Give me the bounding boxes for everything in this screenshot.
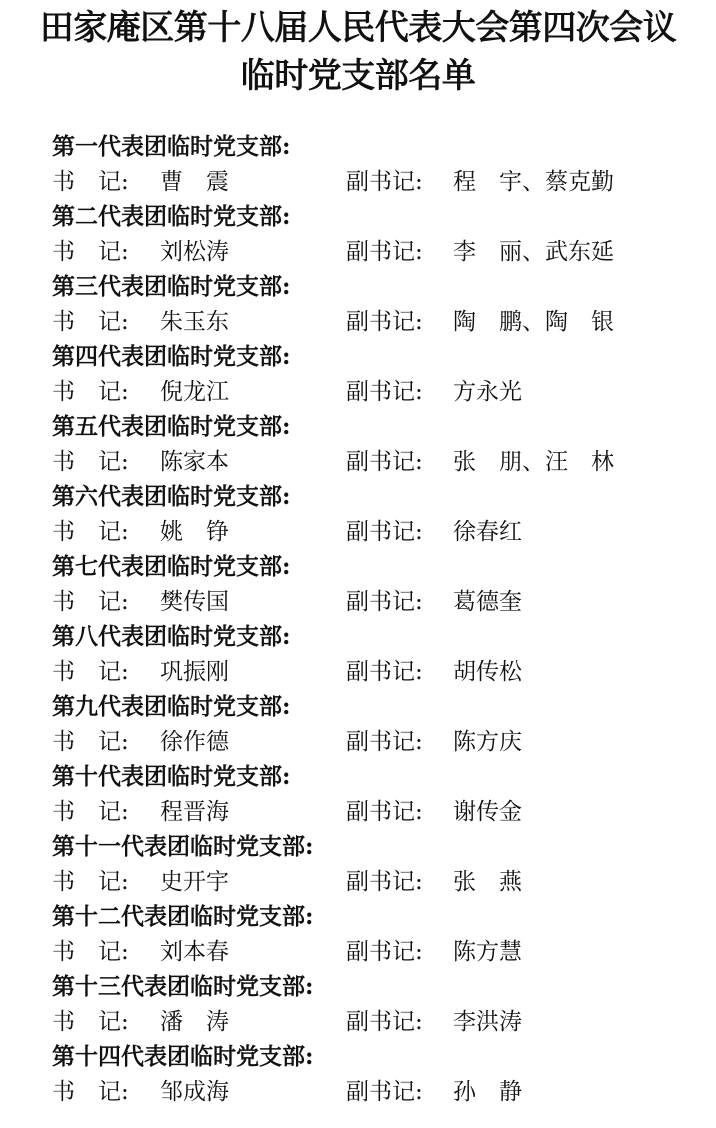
branch-heading: 第十代表团临时党支部: bbox=[52, 763, 291, 790]
secretary-name: 巩振刚 bbox=[160, 659, 229, 685]
deputy-secretary-label: 副书记: bbox=[346, 939, 423, 965]
deputy-secretary-label: 副书记: bbox=[346, 239, 423, 265]
secretary-label: 书 记: bbox=[52, 309, 129, 335]
branch-heading: 第六代表团临时党支部: bbox=[52, 483, 291, 510]
deputy-secretary-names: 张 燕 bbox=[453, 869, 522, 895]
secretary-label: 书 记: bbox=[52, 379, 129, 405]
branch-group bbox=[0, 270, 716, 340]
branch-heading: 第五代表团临时党支部: bbox=[52, 413, 291, 440]
deputy-secretary-names: 陶 鹏、陶 银 bbox=[453, 309, 614, 335]
secretary-name: 邹成海 bbox=[160, 1079, 229, 1105]
deputy-secretary-label: 副书记: bbox=[346, 659, 423, 685]
secretary-name: 樊传国 bbox=[160, 589, 229, 615]
deputy-secretary-label: 副书记: bbox=[346, 1079, 423, 1105]
branch-group bbox=[0, 760, 716, 830]
branch-heading: 第十二代表团临时党支部: bbox=[52, 903, 314, 930]
deputy-secretary-label: 副书记: bbox=[346, 169, 423, 195]
officer-row bbox=[0, 935, 716, 969]
deputy-secretary-label: 副书记: bbox=[346, 799, 423, 825]
branch-heading: 第十一代表团临时党支部: bbox=[52, 833, 314, 860]
branch-group bbox=[0, 130, 716, 200]
branch-group bbox=[0, 410, 716, 480]
branch-heading: 第四代表团临时党支部: bbox=[52, 343, 291, 370]
deputy-secretary-label: 副书记: bbox=[346, 589, 423, 615]
secretary-label: 书 记: bbox=[52, 519, 129, 545]
officer-row bbox=[0, 865, 716, 899]
deputy-secretary-names: 陈方庆 bbox=[453, 729, 522, 755]
secretary-label: 书 记: bbox=[52, 1079, 129, 1105]
branch-heading: 第一代表团临时党支部: bbox=[52, 133, 291, 160]
branch-group bbox=[0, 970, 716, 1040]
branch-group bbox=[0, 1040, 716, 1110]
deputy-secretary-label: 副书记: bbox=[346, 869, 423, 895]
branch-heading: 第八代表团临时党支部: bbox=[52, 623, 291, 650]
document-subtitle: 临时党支部名单 bbox=[240, 56, 476, 96]
secretary-name: 徐作德 bbox=[160, 729, 229, 755]
officer-row bbox=[0, 165, 716, 199]
branch-list bbox=[0, 130, 716, 1110]
branch-heading: 第三代表团临时党支部: bbox=[52, 273, 291, 300]
officer-row bbox=[0, 655, 716, 689]
deputy-secretary-label: 副书记: bbox=[346, 519, 423, 545]
secretary-name: 程晋海 bbox=[160, 799, 229, 825]
branch-heading: 第二代表团临时党支部: bbox=[52, 203, 291, 230]
secretary-label: 书 记: bbox=[52, 449, 129, 475]
branch-heading: 第九代表团临时党支部: bbox=[52, 693, 291, 720]
document-title: 田家庵区第十八届人民代表大会第四次会议 bbox=[39, 8, 677, 48]
secretary-name: 刘本春 bbox=[160, 939, 229, 965]
branch-group bbox=[0, 480, 716, 550]
deputy-secretary-label: 副书记: bbox=[346, 379, 423, 405]
secretary-name: 倪龙江 bbox=[160, 379, 229, 405]
deputy-secretary-names: 葛德奎 bbox=[453, 589, 522, 615]
deputy-secretary-names: 李 丽、武东延 bbox=[453, 239, 614, 265]
secretary-label: 书 记: bbox=[52, 729, 129, 755]
branch-group bbox=[0, 690, 716, 760]
secretary-name: 姚 铮 bbox=[160, 519, 229, 545]
branch-group bbox=[0, 550, 716, 620]
secretary-label: 书 记: bbox=[52, 659, 129, 685]
secretary-name: 朱玉东 bbox=[160, 309, 229, 335]
officer-row bbox=[0, 445, 716, 479]
officer-row bbox=[0, 305, 716, 339]
secretary-name: 陈家本 bbox=[160, 449, 229, 475]
branch-heading: 第十四代表团临时党支部: bbox=[52, 1043, 314, 1070]
deputy-secretary-names: 孙 静 bbox=[453, 1079, 522, 1105]
secretary-name: 刘松涛 bbox=[160, 239, 229, 265]
deputy-secretary-names: 程 宇、蔡克勤 bbox=[453, 169, 614, 195]
officer-row bbox=[0, 1075, 716, 1109]
branch-heading: 第七代表团临时党支部: bbox=[52, 553, 291, 580]
officer-row bbox=[0, 1005, 716, 1039]
deputy-secretary-names: 方永光 bbox=[453, 379, 522, 405]
deputy-secretary-names: 李洪涛 bbox=[453, 1009, 522, 1035]
officer-row bbox=[0, 795, 716, 829]
secretary-label: 书 记: bbox=[52, 239, 129, 265]
deputy-secretary-label: 副书记: bbox=[346, 449, 423, 475]
deputy-secretary-label: 副书记: bbox=[346, 729, 423, 755]
officer-row bbox=[0, 235, 716, 269]
secretary-name: 史开宇 bbox=[160, 869, 229, 895]
branch-heading: 第十三代表团临时党支部: bbox=[52, 973, 314, 1000]
secretary-name: 潘 涛 bbox=[160, 1009, 229, 1035]
secretary-name: 曹 震 bbox=[160, 169, 229, 195]
deputy-secretary-names: 谢传金 bbox=[453, 799, 522, 825]
secretary-label: 书 记: bbox=[52, 939, 129, 965]
branch-group bbox=[0, 830, 716, 900]
branch-group bbox=[0, 900, 716, 970]
deputy-secretary-names: 胡传松 bbox=[453, 659, 522, 685]
officer-row bbox=[0, 585, 716, 619]
deputy-secretary-names: 陈方慧 bbox=[453, 939, 522, 965]
branch-group bbox=[0, 340, 716, 410]
secretary-label: 书 记: bbox=[52, 589, 129, 615]
secretary-label: 书 记: bbox=[52, 799, 129, 825]
secretary-label: 书 记: bbox=[52, 869, 129, 895]
secretary-label: 书 记: bbox=[52, 169, 129, 195]
secretary-label: 书 记: bbox=[52, 1009, 129, 1035]
officer-row bbox=[0, 515, 716, 549]
deputy-secretary-label: 副书记: bbox=[346, 309, 423, 335]
officer-row bbox=[0, 375, 716, 409]
branch-group bbox=[0, 200, 716, 270]
deputy-secretary-names: 张 朋、汪 林 bbox=[453, 449, 614, 475]
branch-group bbox=[0, 620, 716, 690]
deputy-secretary-label: 副书记: bbox=[346, 1009, 423, 1035]
officer-row bbox=[0, 725, 716, 759]
deputy-secretary-names: 徐春红 bbox=[453, 519, 522, 545]
